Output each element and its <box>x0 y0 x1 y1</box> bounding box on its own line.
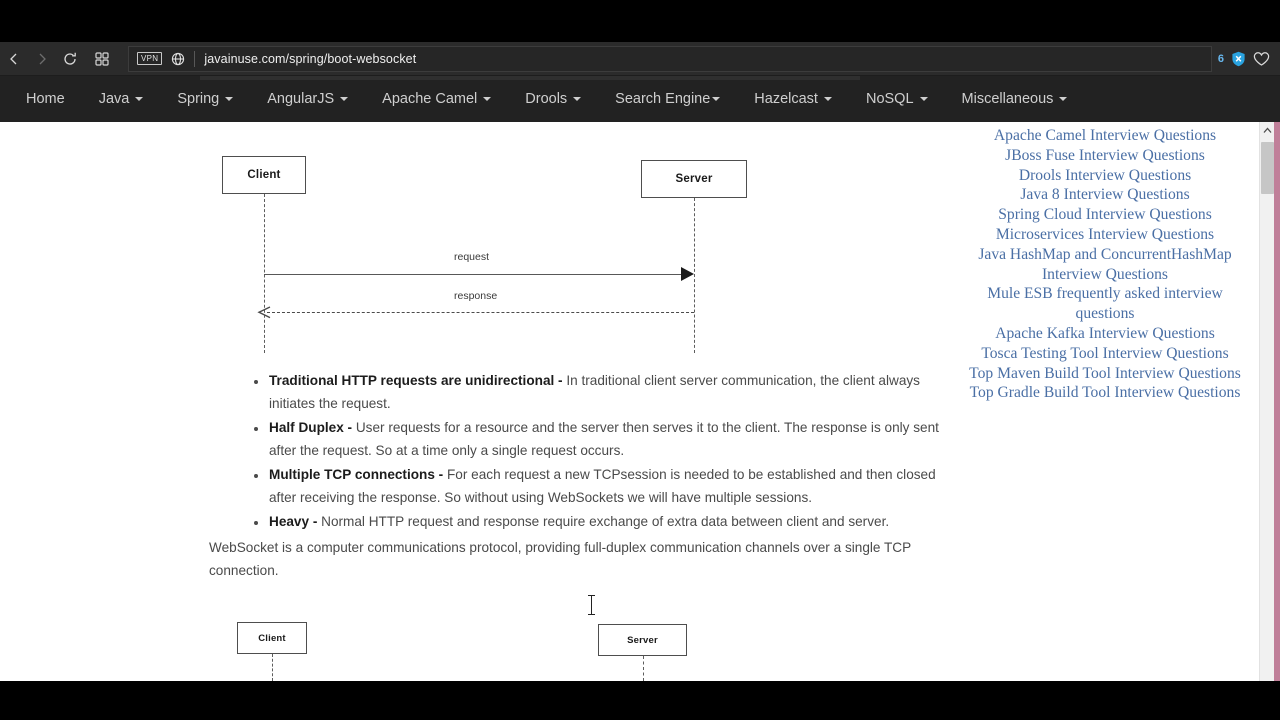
chevron-down-icon <box>1059 97 1067 101</box>
list-item <box>247 370 947 415</box>
heart-icon[interactable] <box>1253 51 1270 67</box>
bullet-text: Normal HTTP request and response require exchange of extra data between client and server. <box>321 514 890 529</box>
request-arrowhead-icon <box>681 267 694 281</box>
sidebar-link-maven[interactable]: Top Maven Build Tool Interview Questions <box>969 364 1241 382</box>
diagram-server-label: Server <box>675 173 713 185</box>
vpn-badge: VPN <box>137 52 162 65</box>
nav-item-label: Hazelcast <box>754 91 818 107</box>
nav-item-label: Drools <box>525 91 568 107</box>
page-body <box>0 122 1280 681</box>
feature-bullet-list <box>247 370 947 536</box>
nav-item-nosql[interactable] <box>866 91 928 107</box>
sidebar-interview-questions <box>960 126 1250 403</box>
globe-icon <box>171 52 185 66</box>
page-right-accent-edge <box>1274 122 1280 681</box>
scrollbar-thumb[interactable] <box>1261 142 1274 194</box>
bullet-term: Traditional HTTP requests are unidirectional - <box>269 373 567 388</box>
chevron-down-icon <box>712 97 720 101</box>
nav-item-java[interactable] <box>99 91 144 107</box>
diagram-client-box <box>222 156 306 194</box>
diagram2-server-box <box>598 624 687 656</box>
url-bar[interactable] <box>128 46 1212 72</box>
bullet-text: For each request a new TCPsession is needed to be established and then closed after receiving the response. So without using WebSockets we will have multiple sessions. <box>269 467 936 505</box>
sidebar-link-apache-kafka[interactable]: Apache Kafka Interview Questions <box>995 324 1215 342</box>
diagram2-server-lifeline <box>643 656 644 681</box>
site-navigation-bar <box>0 76 1280 122</box>
nav-item-label: Search Engine <box>615 91 711 107</box>
clipped-text-line <box>209 122 949 124</box>
server-lifeline <box>694 198 695 353</box>
apps-grid-icon[interactable] <box>88 46 116 72</box>
diagram-client-label: Client <box>247 169 281 181</box>
sidebar-link-java-8[interactable]: Java 8 Interview Questions <box>1020 186 1190 204</box>
nav-item-label: AngularJS <box>267 91 335 107</box>
response-label: response <box>454 290 498 302</box>
sidebar-link-drools[interactable]: Drools Interview Questions <box>1018 166 1192 184</box>
diagram-server-box <box>641 160 747 198</box>
main-content-column <box>195 122 955 681</box>
reload-icon[interactable] <box>56 46 84 72</box>
nav-item-angularjs[interactable] <box>267 91 348 107</box>
response-arrow-line <box>267 312 694 313</box>
websocket-sequence-diagram <box>195 616 955 681</box>
back-arrow-icon[interactable] <box>0 46 28 72</box>
sidebar-link-mule-esb[interactable]: Mule ESB frequently asked interview questions <box>987 285 1223 323</box>
sidebar-link-hashmap[interactable]: Java HashMap and ConcurrentHashMap Interview Questions <box>978 245 1232 283</box>
diagram2-client-lifeline <box>272 654 273 681</box>
chevron-down-icon <box>483 97 491 101</box>
forward-arrow-icon[interactable] <box>28 46 56 72</box>
nav-item-label: Home <box>26 91 65 107</box>
chevron-up-icon[interactable] <box>1260 122 1275 138</box>
response-arrowhead-icon <box>257 305 271 319</box>
list-item <box>247 511 947 534</box>
nav-item-search-engine[interactable] <box>615 91 720 107</box>
sidebar-link-spring-cloud[interactable]: Spring Cloud Interview Questions <box>998 206 1212 224</box>
websocket-description-paragraph: WebSocket is a computer communications protocol, providing full-duplex communication channels over a single TCP connection. <box>209 540 911 578</box>
text-cursor <box>591 595 592 615</box>
nav-item-label: Java <box>98 91 130 107</box>
shield-blocked-icon[interactable] <box>1231 51 1246 67</box>
diagram2-client-label: Client <box>258 632 286 644</box>
letterbox-bottom <box>0 681 1280 720</box>
sidebar-link-apache-camel[interactable]: Apache Camel Interview Questions <box>993 127 1217 144</box>
nav-item-apache-camel[interactable] <box>382 91 491 107</box>
chevron-down-icon <box>135 97 143 101</box>
nav-item-spring[interactable] <box>177 91 233 107</box>
page-scrollbar[interactable] <box>1259 122 1274 681</box>
blocked-count: 6 <box>1217 52 1224 65</box>
chevron-down-icon <box>920 97 928 101</box>
nav-item-home[interactable] <box>26 91 65 107</box>
http-sequence-diagram <box>195 138 955 353</box>
chevron-down-icon <box>225 97 233 101</box>
chevron-down-icon <box>573 97 581 101</box>
bullet-text: User requests for a resource and the server then serves it to the client. The response is only sent after the request. So at a time only a single request occurs. <box>269 420 939 458</box>
toolbar-right-group <box>1218 51 1280 67</box>
bullet-term: Heavy - <box>269 514 322 529</box>
bullet-term: Multiple TCP connections - <box>269 467 447 482</box>
sidebar-link-microservices[interactable]: Microservices Interview Questions <box>995 225 1215 243</box>
nav-item-label: Spring <box>177 91 220 107</box>
request-label: request <box>454 251 490 263</box>
browser-toolbar <box>0 42 1280 76</box>
diagram2-server-label: Server <box>627 634 658 646</box>
nav-item-label: Miscellaneous <box>961 91 1054 107</box>
diagram2-client-box <box>237 622 307 654</box>
url-divider <box>194 51 195 67</box>
sidebar-link-gradle[interactable]: Top Gradle Build Tool Interview Questions <box>969 384 1241 402</box>
page-left-edge <box>0 122 3 681</box>
list-item <box>247 417 947 462</box>
nav-item-miscellaneous[interactable] <box>962 91 1068 107</box>
bullet-text: In traditional client server communication, the client always initiates the request. <box>269 373 920 411</box>
request-arrow-line <box>264 274 684 275</box>
url-text: javainuse.com/spring/boot-websocket <box>204 51 417 66</box>
sidebar-link-tosca[interactable]: Tosca Testing Tool Interview Questions <box>981 344 1229 362</box>
bullet-term: Half Duplex - <box>269 420 356 435</box>
list-item <box>247 464 947 509</box>
nav-item-label: Apache Camel <box>382 91 478 107</box>
chevron-down-icon <box>340 97 348 101</box>
nav-item-label: NoSQL <box>865 91 914 107</box>
chevron-down-icon <box>824 97 832 101</box>
letterbox-top <box>0 0 1280 42</box>
sidebar-link-jboss-fuse[interactable]: JBoss Fuse Interview Questions <box>1005 146 1205 164</box>
nav-item-drools[interactable] <box>525 91 581 107</box>
nav-item-hazelcast[interactable] <box>754 91 832 107</box>
